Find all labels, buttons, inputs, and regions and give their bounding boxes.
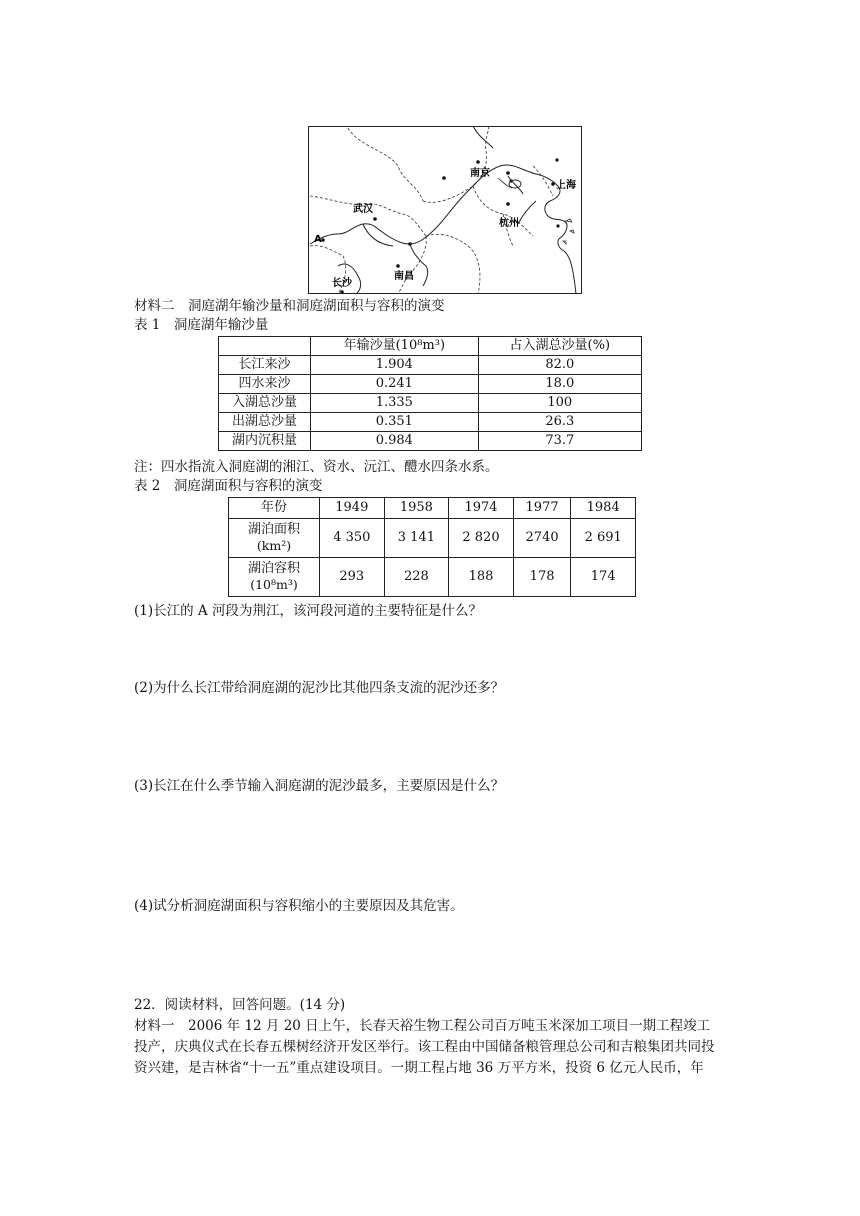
- table-cell: 长江来沙: [219, 356, 311, 375]
- table-cell: 湖内沉积量: [219, 432, 311, 451]
- table-cell: 18.0: [478, 375, 641, 394]
- table1-caption: 表 1 洞庭湖年输沙量: [134, 317, 269, 333]
- table-row: [219, 375, 642, 394]
- table-cell: 0.351: [311, 413, 479, 432]
- table-cell: 四水来沙: [219, 375, 311, 394]
- sediment-table: [218, 336, 642, 451]
- table-cell: 178: [513, 558, 571, 597]
- table-cell: 0.984: [311, 432, 479, 451]
- table-row: [229, 558, 636, 597]
- map-label-shanghai: 上海: [556, 180, 576, 191]
- question-2: (2)为什么长江带给洞庭湖的泥沙比其他四条支流的泥沙还多？: [134, 680, 505, 696]
- q22-line: 投产，庆典仪式在长春五棵树经济开发区举行。该工程由中国储备粮管理总公司和吉粮集团共同投: [134, 1039, 715, 1055]
- table-cell: 1.904: [311, 356, 479, 375]
- map-label-wuhan: 武汉: [353, 204, 373, 215]
- table-cell: 4 350: [320, 519, 385, 558]
- table-row: [219, 356, 642, 375]
- yangtze-map: [308, 126, 582, 294]
- table-header-cell: 1977: [513, 498, 571, 519]
- table-header-cell: [219, 337, 311, 356]
- table-cell: 82.0: [478, 356, 641, 375]
- table-cell: 2 691: [571, 519, 636, 558]
- table-row-label: [229, 519, 320, 558]
- row-label-line: 湖泊容积: [247, 561, 300, 576]
- table-cell: 188: [449, 558, 514, 597]
- q22-line: 资兴建，是吉林省“十一五”重点建设项目。一期工程占地 36 万平方米，投资 6 亿元人民币，年: [134, 1060, 704, 1076]
- table-header-cell: 年份: [229, 498, 320, 519]
- table-cell: 2740: [513, 519, 571, 558]
- table-cell: 293: [320, 558, 385, 597]
- q22-title: 22．阅读材料，回答问题。(14 分): [134, 997, 346, 1013]
- row-label-line: 湖泊面积: [247, 522, 300, 537]
- table-cell: 0.241: [311, 375, 479, 394]
- table-header-cell: 1984: [571, 498, 636, 519]
- table-header-cell: 1974: [449, 498, 514, 519]
- table-cell: 100: [478, 394, 641, 413]
- question-1: (1)长江的 A 河段为荆江，该河段河道的主要特征是什么？: [134, 603, 482, 619]
- map-label-nanchang: 南昌: [394, 271, 414, 282]
- table-cell: 入湖总沙量: [219, 394, 311, 413]
- map-label-a: A: [314, 234, 322, 245]
- table-cell: 1.335: [311, 394, 479, 413]
- q22-line: 材料一 2006 年 12 月 20 日上午，长春天裕生物工程公司百万吨玉米深加工项目一期工程竣工: [134, 1018, 711, 1034]
- table-cell: 3 141: [384, 519, 449, 558]
- row-label-unit: (10⁸m³): [250, 577, 298, 592]
- table-row: [229, 519, 636, 558]
- table-cell: 73.7: [478, 432, 641, 451]
- table-header-cell: 占入湖总沙量(%): [478, 337, 641, 356]
- material2-title: 材料二 洞庭湖年输沙量和洞庭湖面积与容积的演变: [134, 298, 445, 314]
- table-header-cell: 1949: [320, 498, 385, 519]
- table-row: [219, 413, 642, 432]
- table-row-label: [229, 558, 320, 597]
- table2-caption: 表 2 洞庭湖面积与容积的演变: [134, 478, 323, 494]
- table-cell: 26.3: [478, 413, 641, 432]
- table-cell: 出湖总沙量: [219, 413, 311, 432]
- table-cell: 228: [384, 558, 449, 597]
- map-label-changsha: 长沙: [332, 278, 352, 289]
- table-cell: 2 820: [449, 519, 514, 558]
- question-4: (4)试分析洞庭湖面积与容积缩小的主要原因及其危害。: [134, 898, 464, 914]
- table-header-row: [229, 498, 636, 519]
- lake-evolution-table: [228, 497, 636, 597]
- question-3: (3)长江在什么季节输入洞庭湖的泥沙最多，主要原因是什么？: [134, 778, 505, 794]
- table-row: [219, 432, 642, 451]
- table-header-cell: 年输沙量(10⁸m³): [311, 337, 479, 356]
- table-header-cell: 1958: [384, 498, 449, 519]
- row-label-unit: (km²): [256, 538, 292, 553]
- table-cell: 174: [571, 558, 636, 597]
- map-label-hangzhou: 杭州: [499, 218, 519, 229]
- map-label-nanjing: 南京: [470, 168, 490, 179]
- table-header-row: [219, 337, 642, 356]
- table1-note: 注：四水指流入洞庭湖的湘江、资水、沅江、醴水四条水系。: [134, 459, 499, 475]
- table-row: [219, 394, 642, 413]
